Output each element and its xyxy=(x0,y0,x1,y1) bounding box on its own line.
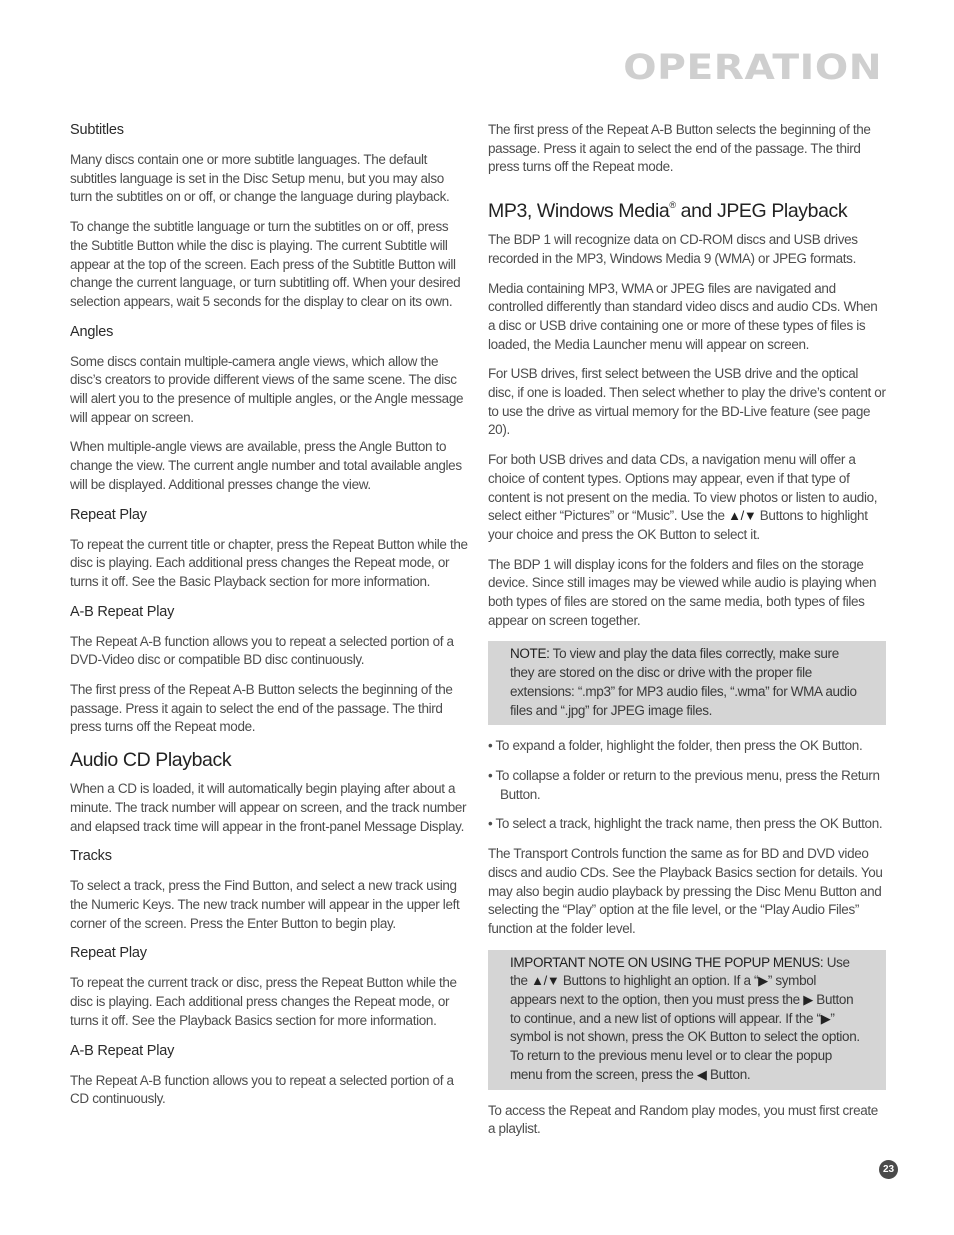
note-lead: NOTE: xyxy=(510,646,550,662)
bullet-expand-folder: • To expand a folder, highlight the folder, then press the OK Button. xyxy=(488,738,863,754)
mp3-paragraph-4 xyxy=(488,451,886,545)
popup-text-4: Button to continue, and a new list of options will appear. If the “ xyxy=(510,992,854,1026)
tracks-paragraph: To select a track, press the Find Button, and select a new track using the Numeric Keys. The new track number will appear in the upper left corner of the screen. Press the Enter Button to begin play. xyxy=(70,878,460,931)
popup-text-3: ” symbol appears next to the option, then you must press the xyxy=(510,973,817,1008)
ab-repeat-heading: A-B Repeat Play xyxy=(70,603,175,620)
repeat-play-paragraph: To repeat the current title or chapter, press the Repeat Button while the disc is playing. Each additional press changes the Repeat mode, or turns it off. See the Basic Playback section for more information. xyxy=(70,536,468,589)
registered-mark: ® xyxy=(669,200,676,211)
cd-repeat-play-heading: Repeat Play xyxy=(70,945,147,962)
mp3-p4-text-a: For both USB drives and data CDs, a navigation menu will offer a choice of content types. Options may appear, even if that type of content is not present on the media. To view photos or listen to audio, select either “Pictures” or “Music”. Use the xyxy=(488,452,878,524)
subtitles-paragraph-1: Many discs contain one or more subtitle languages. The default subtitles language is set in the Disc Setup menu, but you may also turn the subtitles on or off, or change the language during playback. xyxy=(70,152,450,205)
up-down-arrow-icon: ▲/▼ xyxy=(531,973,560,989)
note-body: To view and play the data files correctly, make sure they are stored on the disc or drive with the proper file extensions: “.mp3” for MP3 audio files, “.wma” for WMA audio files and “.jpg” for JPEG image files. xyxy=(510,646,857,718)
cd-ab-repeat-paragraph: The Repeat A-B function allows you to repeat a selected portion of a CD continuously. xyxy=(70,1072,454,1107)
right-triangle-icon: ▶ xyxy=(820,1010,831,1026)
popup-text-5: ” symbol is not shown, press the OK Button to select the option. To return to the previous menu level or to clear the popup menu from the screen, press the xyxy=(510,1010,860,1082)
page-title: OPERATION xyxy=(623,48,882,88)
popup-text-2: Buttons to highlight an option. If a “ xyxy=(559,973,759,989)
popup-note-lead: IMPORTANT NOTE ON USING THE POPUP MENUS: xyxy=(510,954,824,970)
right-column xyxy=(488,121,886,1150)
angles-paragraph-2: When multiple-angle views are available, press the Angle Button to change the view. The current angle number and total available angles will be displayed. Additional presses change the view. xyxy=(70,439,462,492)
mp3-paragraph-1: The BDP 1 will recognize data on CD-ROM discs and USB drives recorded in the MP3, Windows Media 9 (WMA) or JPEG formats. xyxy=(488,232,858,266)
access-repeat-random-paragraph: To access the Repeat and Random play modes, you must first create a playlist. xyxy=(488,1102,878,1137)
right-triangle-icon: ▶ xyxy=(758,973,768,989)
mp3-paragraph-2: Media containing MP3, WMA or JPEG files are navigated and controlled differently than standard video discs and audio CDs. When a disc or USB drive containing one or more of these types of files is loaded, the Media Launcher menu will appear on screen. xyxy=(488,280,878,352)
note-text xyxy=(510,645,864,720)
angles-paragraph-1: Some discs contain multiple-camera angle views, which allow the disc’s creators to provide different views of the same scene. The disc will alert you to the presence of multiple angles, or the Angle message will appear on screen. xyxy=(70,353,464,425)
bullet-select-track: • To select a track, highlight the track name, then press the OK Button. xyxy=(488,816,883,832)
mp3-playback-heading xyxy=(488,193,886,223)
audio-cd-paragraph: When a CD is loaded, it will automatically begin playing after about a minute. The track number will appear on screen, and the track number and elapsed track time will appear in the front-panel Message Display. xyxy=(70,781,467,834)
file-extension-note xyxy=(488,641,886,725)
page-number-badge: 23 xyxy=(879,1160,898,1179)
angles-heading: Angles xyxy=(70,323,114,340)
popup-text-1: Use the xyxy=(510,954,850,989)
cd-repeat-play-paragraph: To repeat the current track or disc, press the Repeat Button while the disc is playing. Each additional press changes the Repeat mode, or turns it off. See the Playback Basics section for more information. xyxy=(70,975,457,1028)
ab-repeat-paragraph-2: The first press of the Repeat A-B Button selects the beginning of the passage. Press it again to select the end of the passage. The third press turns off the Repeat mode. xyxy=(70,682,453,735)
up-down-arrow-icon: ▲/▼ xyxy=(728,508,757,524)
subtitles-paragraph-2: To change the subtitle language or turn the subtitles on or off, press the Subtitle Button while the disc is playing. The current Subtitle will appear at the top of the screen. Each press of the Subtitle Button will change the current language, or turn subtitling off. When your desired selection appears, wait 5 seconds for the display to clear on its own. xyxy=(70,219,461,309)
ab-repeat-paragraph-1: The Repeat A-B function allows you to repeat a selected portion of a DVD-Video disc or compatible BD disc continuously. xyxy=(70,633,454,668)
mp3-paragraph-5: The BDP 1 will display icons for the folders and files on the storage device. Since still images may be viewed while audio is playing when both types of files are stored on the same media, both types of files appear on screen together. xyxy=(488,556,877,628)
popup-text-6: Button. xyxy=(706,1066,751,1082)
left-column xyxy=(70,121,468,1120)
ab-repeat-continued-paragraph: The first press of the Repeat A-B Button selects the beginning of the passage. Press it again to select the end of the passage. The third press turns off the Repeat mode. xyxy=(488,122,871,175)
mp3-heading-text-b: and JPEG Playback xyxy=(675,200,848,223)
popup-menus-note xyxy=(488,950,886,1090)
popup-note-text xyxy=(510,954,864,1085)
subtitles-heading: Subtitles xyxy=(70,122,124,138)
transport-controls-paragraph: The Transport Controls function the same as for BD and DVD video discs and audio CDs. See the Playback Basics section for details. You may also begin audio playback by pressing the Disc Menu Button and selecting the “Play” option at the file level, or the “Play Audio Files” function at the folder level. xyxy=(488,846,883,936)
mp3-paragraph-3: For USB drives, first select between the USB drive and the optical disc, if one is loaded. Then select whether to play the drive’s content or to use the drive as virtual memory for the BD-Live feature (see page 20). xyxy=(488,366,886,438)
mp3-heading-text-a: MP3, Windows Media xyxy=(488,200,670,223)
tracks-heading: Tracks xyxy=(70,848,112,865)
audio-cd-heading: Audio CD Playback xyxy=(70,749,232,772)
left-triangle-icon: ◀ xyxy=(696,1066,707,1082)
right-triangle-icon: ▶ xyxy=(803,992,813,1008)
bullet-collapse-folder: • To collapse a folder or return to the previous menu, press the Return Button. xyxy=(488,767,880,802)
mp3-p4-text-b: Buttons to highlight your choice and press the OK Button to select it. xyxy=(488,508,868,542)
repeat-play-heading: Repeat Play xyxy=(70,506,147,523)
cd-ab-repeat-heading: A-B Repeat Play xyxy=(70,1042,175,1059)
